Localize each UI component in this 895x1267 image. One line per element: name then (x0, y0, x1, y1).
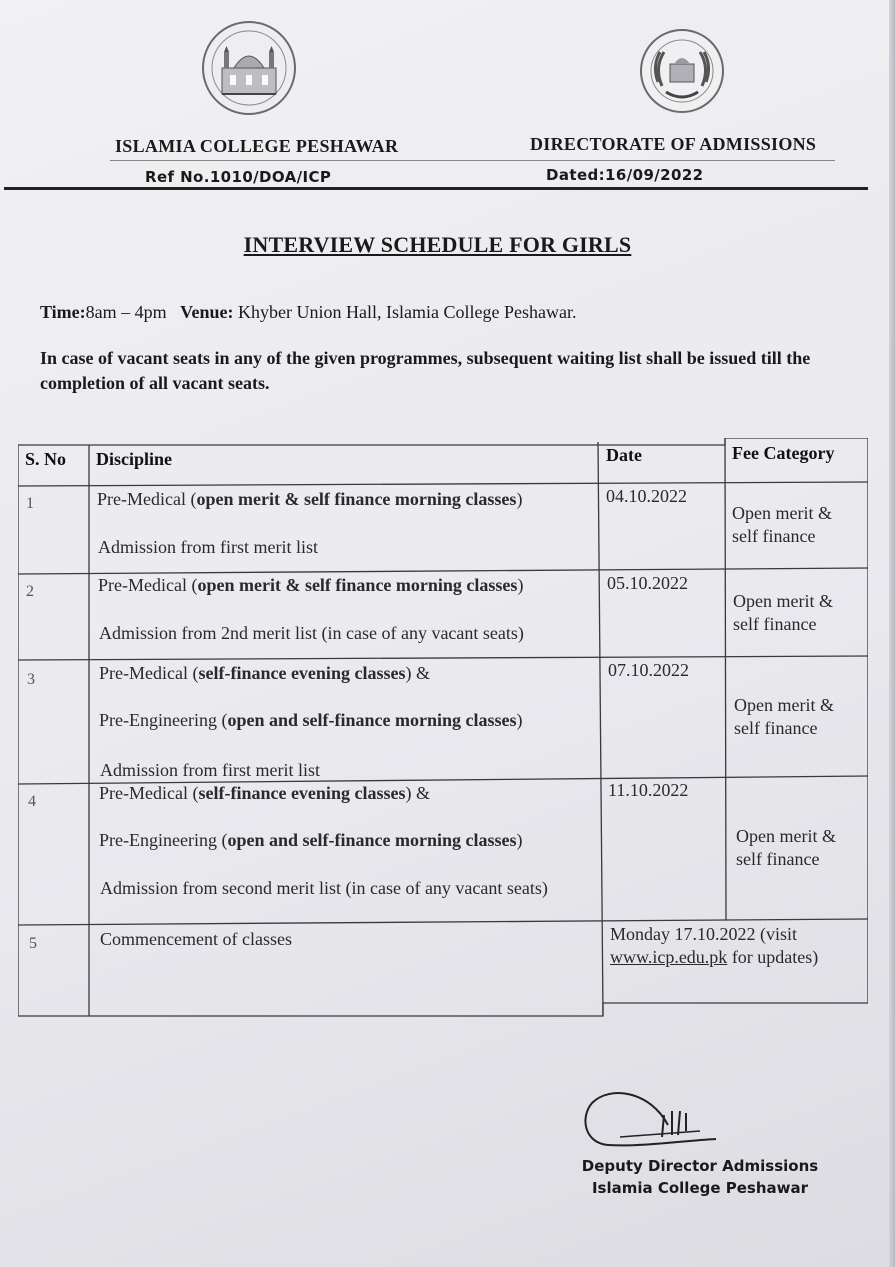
row-3-fee-category: Open merit & self finance (734, 695, 834, 738)
handwritten-signature-icon (580, 1085, 730, 1155)
schedule-table (18, 438, 868, 1018)
row-4-admission: Admission from second merit list (in case of any vacant seats) (100, 878, 548, 898)
signatory-institution: Islamia College Peshawar (591, 1179, 809, 1197)
header-rule (4, 187, 868, 190)
row-2-discipline: Pre-Medical (open merit & self finance morning classes) (98, 575, 524, 595)
venue-value: Khyber Union Hall, Islamia College Peshawar. (238, 302, 577, 322)
row-1-sno: 1 (26, 495, 34, 512)
page-title: INTERVIEW SCHEDULE FOR GIRLS (243, 232, 632, 257)
row-4-date: 11.10.2022 (608, 780, 689, 800)
institution-name: ISLAMIA COLLEGE PESHAWAR (115, 136, 399, 156)
signatory-title: Deputy Director Admissions (581, 1157, 819, 1175)
directorate-emblem-icon (636, 28, 728, 114)
row-1-discipline: Pre-Medical (open merit & self finance morning classes) (97, 489, 523, 509)
venue-label: Venue: (180, 302, 234, 322)
icp-website-link[interactable]: www.icp.edu.pk (610, 947, 728, 967)
col-header-discipline: Discipline (96, 449, 173, 469)
dated: Dated:16/09/2022 (546, 166, 704, 184)
reference-number: Ref No.1010/DOA/ICP (145, 168, 332, 186)
row-4-discipline-line-1: Pre-Medical (self-finance evening classes) & (99, 783, 430, 803)
row-3-admission: Admission from first merit list (100, 760, 320, 780)
row-1-date: 04.10.2022 (606, 486, 687, 506)
vacant-seats-notice: In case of vacant seats in any of the given programmes, subsequent waiting list shall be issued till the completion of all vacant seats. (40, 348, 811, 393)
row-3-date: 07.10.2022 (608, 660, 689, 680)
col-header-fee-category: Fee Category (732, 443, 835, 463)
row-2-admission: Admission from 2nd merit list (in case of any vacant seats) (99, 623, 524, 643)
row-2-fee-category: Open merit & self finance (733, 591, 833, 634)
row-1-fee-category: Open merit & self finance (732, 503, 832, 546)
header-divider (110, 160, 835, 161)
row-3-discipline-line-2: Pre-Engineering (open and self-finance morning classes) (99, 710, 523, 730)
department-name: DIRECTORATE OF ADMISSIONS (530, 134, 817, 154)
col-header-sno: S. No (25, 449, 67, 469)
page-edge (889, 0, 895, 1267)
time-value: 8am – 4pm (85, 302, 167, 322)
row-5-sno: 5 (29, 935, 37, 952)
row-2-date: 05.10.2022 (607, 573, 688, 593)
row-4-discipline-line-2: Pre-Engineering (open and self-finance morning classes) (99, 830, 523, 850)
row-5-date: Monday 17.10.2022 (visit www.icp.edu.pk for updates) (610, 924, 819, 967)
row-3-sno: 3 (27, 671, 35, 688)
time-label: Time: (40, 302, 86, 322)
time-venue-line (40, 302, 576, 323)
row-4-sno: 4 (28, 793, 36, 810)
row-5-discipline: Commencement of classes (100, 929, 292, 949)
row-2-sno: 2 (26, 583, 34, 600)
col-header-date: Date (606, 445, 642, 465)
row-1-admission: Admission from first merit list (98, 537, 318, 557)
row-4-fee-category: Open merit & self finance (736, 826, 836, 869)
islamia-college-crest-icon (200, 20, 298, 116)
row-3-discipline-line-1: Pre-Medical (self-finance evening classes) & (99, 663, 430, 683)
